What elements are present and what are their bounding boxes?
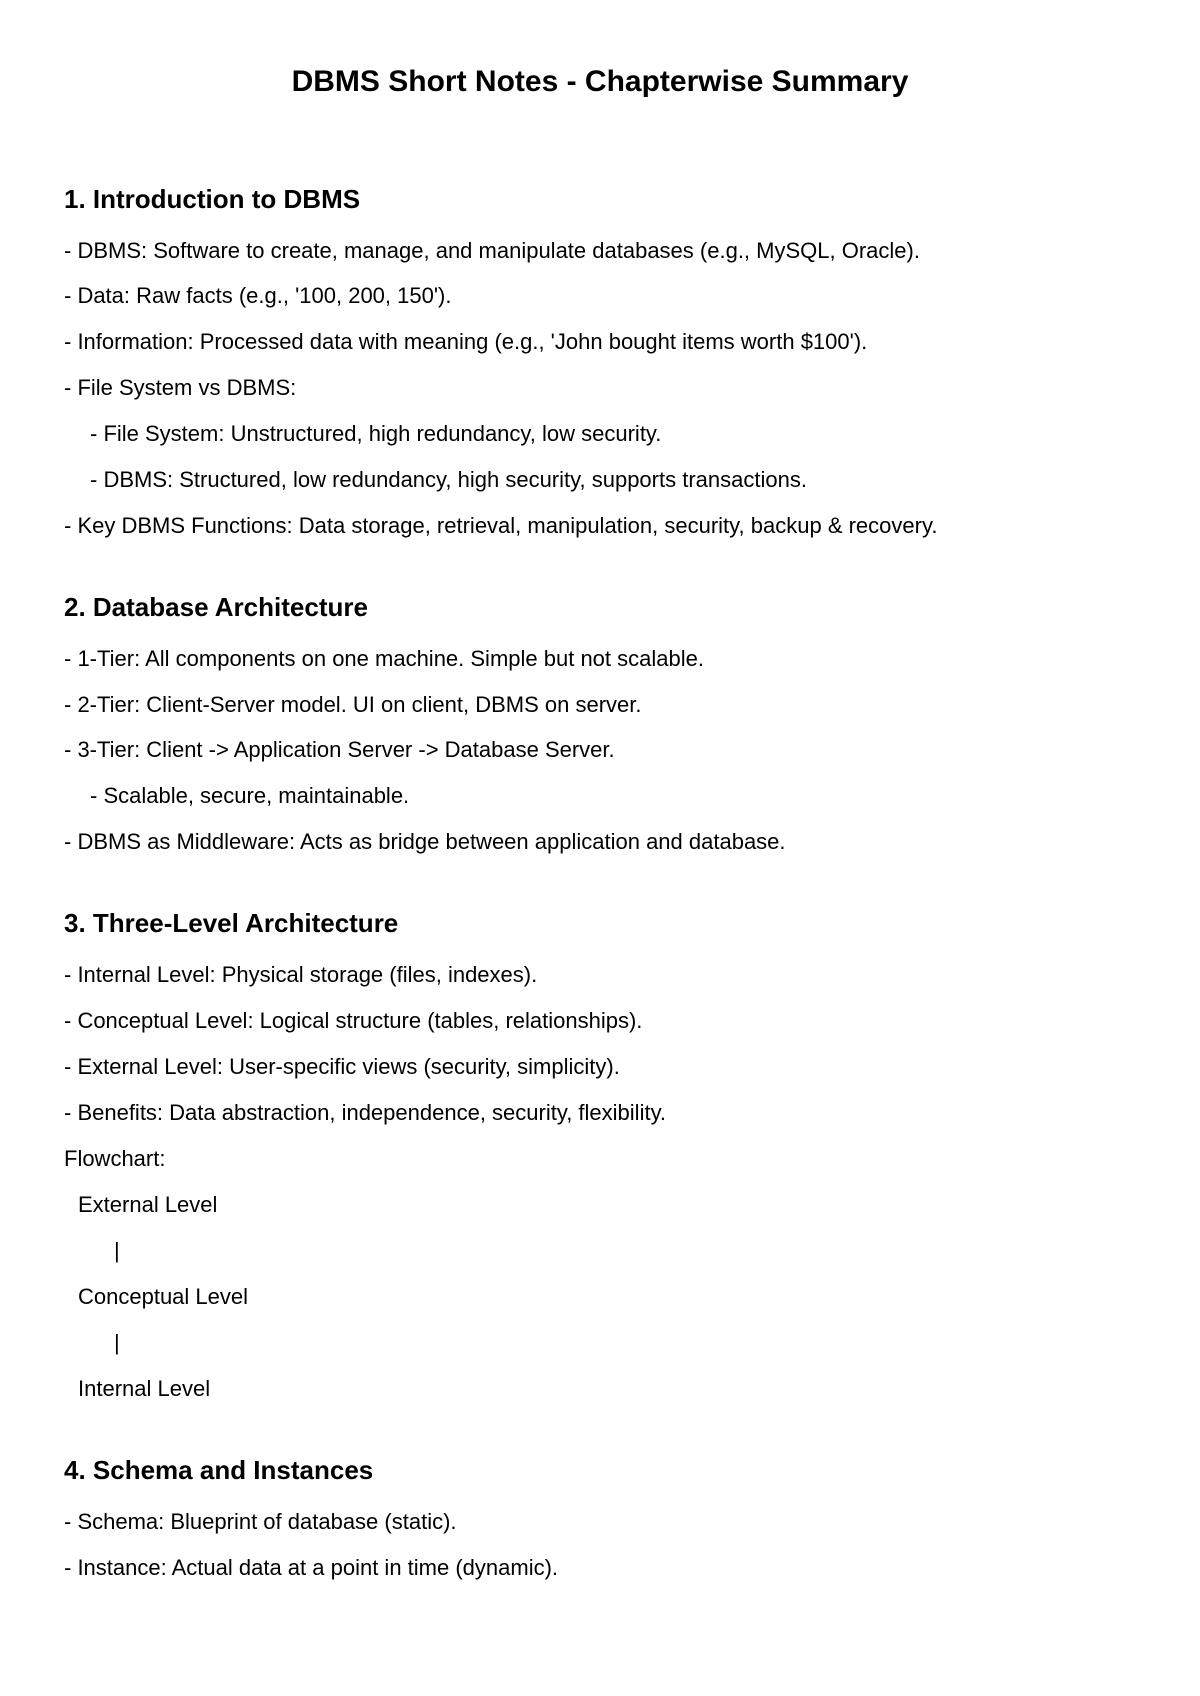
flowchart-external-level: External Level	[78, 1192, 218, 1217]
note-subline: - File System: Unstructured, high redundancy, low security.	[90, 421, 662, 446]
flowchart-internal-level: Internal Level	[78, 1376, 211, 1401]
note-line: - 1-Tier: All components on one machine. Simple but not scalable.	[64, 646, 704, 671]
note-line: - File System vs DBMS:	[64, 375, 297, 400]
note-line: - Data: Raw facts (e.g., '100, 200, 150').	[64, 283, 452, 308]
note-subline: - DBMS: Structured, low redundancy, high security, supports transactions.	[90, 467, 807, 492]
section-heading-three-level-architecture: 3. Three-Level Architecture	[64, 908, 399, 938]
note-line: - DBMS: Software to create, manage, and manipulate databases (e.g., MySQL, Oracle).	[64, 238, 920, 263]
note-line: - External Level: User-specific views (security, simplicity).	[64, 1054, 620, 1079]
note-line: - Conceptual Level: Logical structure (tables, relationships).	[64, 1008, 643, 1033]
document-title: DBMS Short Notes - Chapterwise Summary	[291, 65, 909, 98]
note-line: - Key DBMS Functions: Data storage, retrieval, manipulation, security, backup & recovery.	[64, 513, 938, 538]
flowchart-conceptual-level: Conceptual Level	[78, 1284, 249, 1309]
flowchart-connector: |	[114, 1330, 120, 1355]
section-heading-database-architecture: 2. Database Architecture	[64, 592, 368, 622]
section-heading-schema-and-instances: 4. Schema and Instances	[64, 1455, 374, 1485]
note-line: - 3-Tier: Client -> Application Server -> Database Server.	[64, 737, 615, 762]
flowchart-label: Flowchart:	[64, 1146, 166, 1171]
note-line: - Internal Level: Physical storage (files, indexes).	[64, 962, 538, 987]
section-heading-introduction: 1. Introduction to DBMS	[64, 184, 361, 214]
note-subline: - Scalable, secure, maintainable.	[90, 783, 410, 808]
note-line: - Benefits: Data abstraction, independence, security, flexibility.	[64, 1100, 667, 1125]
note-line: - Schema: Blueprint of database (static).	[64, 1509, 457, 1534]
note-line: - 2-Tier: Client-Server model. UI on client, DBMS on server.	[64, 692, 642, 717]
note-line: - DBMS as Middleware: Acts as bridge between application and database.	[64, 829, 786, 854]
flowchart-connector: |	[114, 1238, 120, 1263]
note-line: - Information: Processed data with meaning (e.g., 'John bought items worth $100').	[64, 329, 868, 354]
note-line: - Instance: Actual data at a point in time (dynamic).	[64, 1555, 559, 1580]
